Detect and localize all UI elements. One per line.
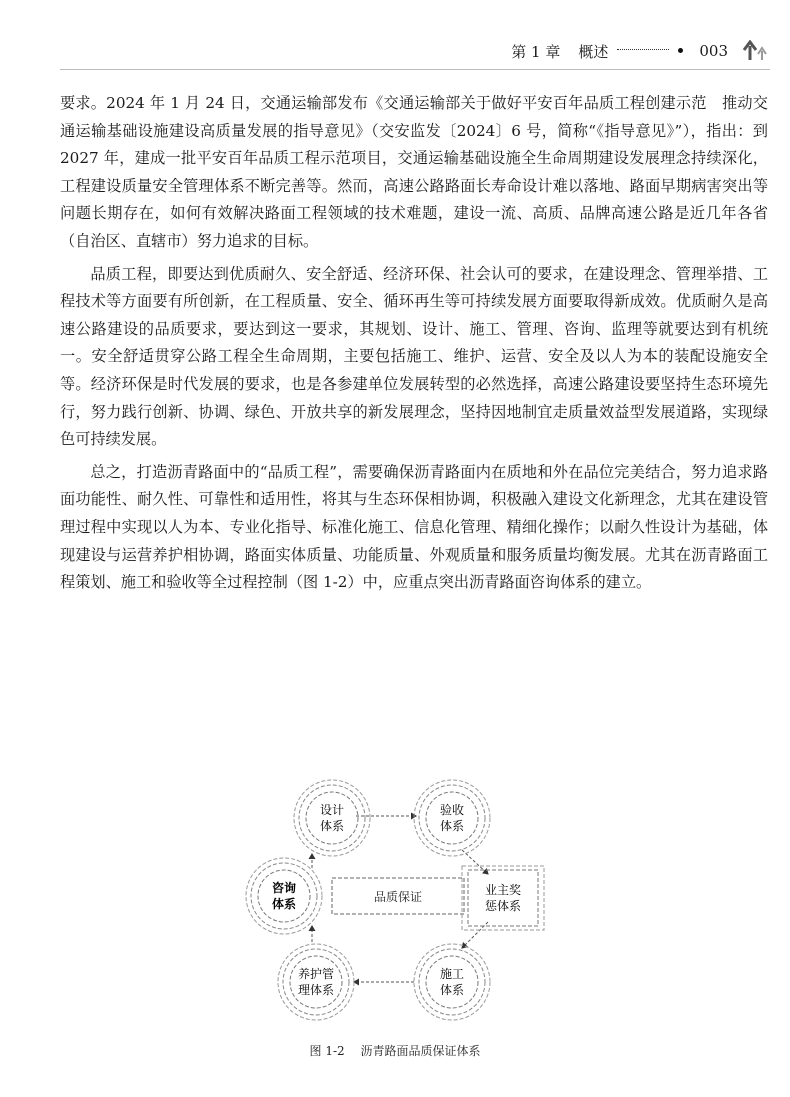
node-design [294, 780, 370, 856]
leader-dot [678, 48, 683, 53]
quality-assurance-diagram [240, 770, 550, 1026]
node-maintenance-line2: 理体系 [297, 983, 335, 997]
node-design-line2: 体系 [319, 819, 345, 833]
chapter-number: 第 1 章 [511, 42, 561, 61]
header-rule [60, 69, 770, 70]
node-acceptance-line2: 体系 [439, 819, 465, 833]
node-consulting [246, 858, 322, 934]
dotted-leader [617, 49, 669, 50]
node-owner-line2: 惩体系 [484, 899, 522, 913]
center-label: 品质保证 [373, 890, 423, 904]
node-consulting-line1: 咨询 [271, 881, 297, 895]
node-maintenance [278, 944, 354, 1020]
figure-caption [0, 1042, 790, 1059]
node-acceptance [414, 780, 490, 856]
page-number: 003 [699, 42, 728, 60]
paragraph-1: 要求。2024 年 1 月 24 日，交通运输部发布《交通运输部关于做好平安百年品质工程创建示范 推动交通运输基础设施建设高质量发展的指导意见》（交安监发〔2024〕6 号，简称“《指导意见》”），指出：到 2027 年，建成一批平安百年品质工程示范项目，交通运输基础设施全生命周期建设发展理念持续深化，工程建设质量安全管理体系不断完善等。然而，高速公路路面长寿命设计难以落地、路面早期病害突出等问题长期存在，如何有效解决路面工程领域的技术难题，建设一流、高质、品牌高速公路是近几年各省（自治区、直辖市）努力追求的目标。 [60, 94, 768, 250]
paragraph-2: 品质工程，即要达到优质耐久、安全舒适、经济环保、社会认可的要求，在建设理念、管理举措、工程技术等方面要有所创新，在工程质量、安全、循环再生等可持续发展方面要取得新成效。优质耐久是高速公路建设的品质要求，要达到这一要求，其规划、设计、施工、管理、咨询、监理等就要达到有机统一。安全舒适贯穿公路工程全生命周期，主要包括施工、维护、运营、安全及以人为本的装配设施安全等。经济环保是时代发展的要求，也是各参建单位发展转型的必然选择，高速公路建设要坚持生态环境先行，努力践行创新、协调、绿色、开放共享的新发展理念，坚持因地制宜走质量效益型发展道路，实现绿色可持续发展。 [60, 264, 768, 449]
node-construction-line1: 施工 [439, 967, 465, 981]
header-right [511, 40, 770, 62]
node-owner-line1: 业主奖 [484, 883, 522, 897]
paragraph-3: 总之，打造沥青路面中的“品质工程”，需要确保沥青路面内在质地和外在品位完美结合，努力追求路面功能性、耐久性、可靠性和适用性，将其与生态环保相协调，积极融入建设文化新理念，尤其在建设管理过程中实现以人为本、专业化指导、标准化施工、信息化管理、精细化操作；以耐久性设计为基础，体现建设与运营养护相协调，路面实体质量、功能质量、外观质量和服务质量均衡发展。尤其在沥青路面工程策划、施工和验收等全过程控制（图 1-2）中，应重点突出沥青路面咨询体系的建立。 [60, 462, 768, 592]
node-design-line1: 设计 [319, 803, 345, 817]
body-text [60, 90, 768, 597]
node-consulting-line2: 体系 [271, 897, 297, 911]
section-title: 概述 [578, 42, 609, 61]
arrow-logo-icon [742, 40, 770, 62]
node-construction-line2: 体系 [439, 983, 465, 997]
caption-title: 沥青路面品质保证体系 [360, 1044, 481, 1058]
node-maintenance-line1: 养护管 [297, 967, 335, 981]
caption-number: 图 1-2 [309, 1044, 345, 1058]
node-acceptance-line1: 验收 [439, 803, 465, 817]
node-owner [462, 866, 544, 930]
running-header [60, 40, 770, 70]
node-construction [414, 944, 490, 1020]
